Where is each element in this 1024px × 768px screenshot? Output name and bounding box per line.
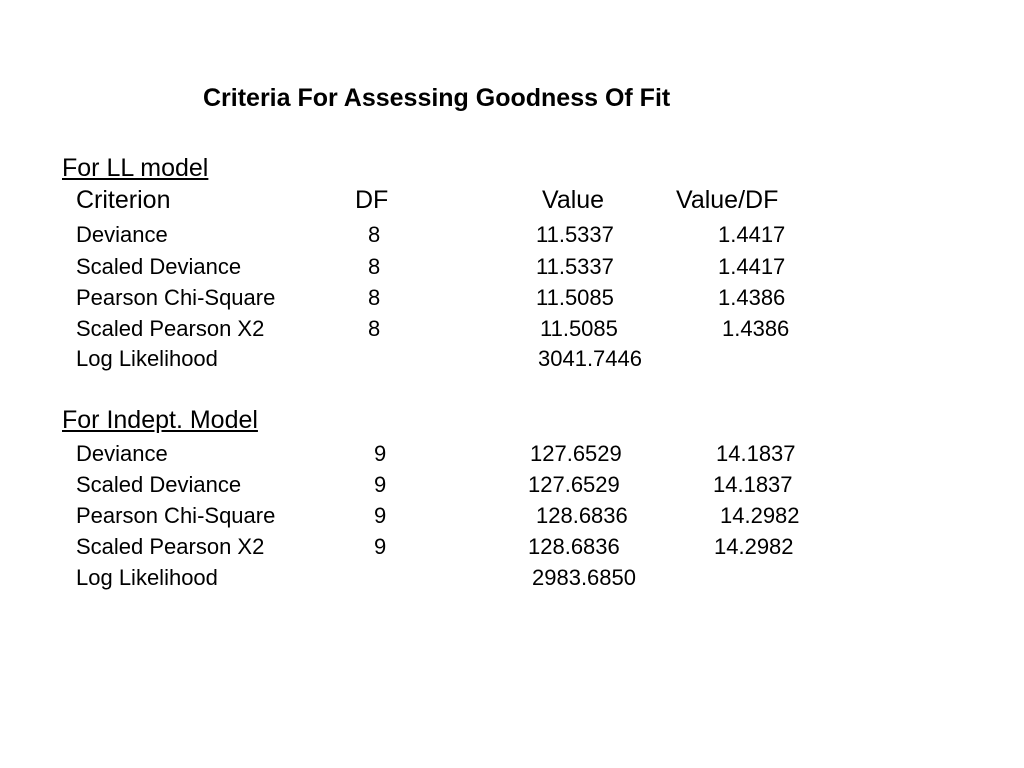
row-value-per-df: 14.2982 — [720, 503, 800, 528]
row-value-per-df: 14.1837 — [716, 441, 796, 466]
column-header-value-per-df: Value/DF — [676, 186, 779, 214]
section-heading-indept-model: For Indept. Model — [62, 406, 258, 434]
row-value: 3041.7446 — [538, 346, 642, 371]
row-df: 9 — [374, 441, 387, 466]
column-header-criterion: Criterion — [76, 186, 171, 214]
row-value: 11.5085 — [536, 285, 614, 310]
row-label: Scaled Deviance — [76, 254, 242, 279]
row-df: 8 — [368, 254, 381, 279]
row-df: 8 — [368, 285, 381, 310]
column-header-value: Value — [542, 186, 605, 214]
slide-title: Criteria For Assessing Goodness Of Fit — [203, 84, 671, 112]
row-value: 2983.6850 — [532, 565, 636, 590]
row-value-per-df: 1.4417 — [718, 222, 786, 247]
section-heading-ll-model: For LL model — [62, 154, 209, 182]
row-df: 8 — [368, 316, 381, 341]
row-df: 9 — [374, 503, 387, 528]
row-value-per-df: 1.4386 — [722, 316, 790, 341]
row-value-per-df: 14.1837 — [713, 472, 793, 497]
row-value: 127.6529 — [528, 472, 620, 497]
row-label: Deviance — [76, 222, 168, 247]
row-label: Log Likelihood — [76, 565, 218, 590]
row-value-per-df: 1.4417 — [718, 254, 786, 279]
row-value: 11.5337 — [536, 254, 614, 279]
row-value: 128.6836 — [528, 534, 620, 559]
row-value: 11.5085 — [540, 316, 618, 341]
row-label: Deviance — [76, 441, 168, 466]
row-df: 9 — [374, 472, 387, 497]
row-df: 8 — [368, 222, 381, 247]
row-df: 9 — [374, 534, 387, 559]
row-value: 11.5337 — [536, 222, 614, 247]
row-label: Pearson Chi-Square — [76, 285, 276, 310]
row-label: Scaled Pearson X2 — [76, 316, 265, 341]
row-value: 128.6836 — [536, 503, 628, 528]
row-label: Pearson Chi-Square — [76, 503, 276, 528]
row-value-per-df: 14.2982 — [714, 534, 794, 559]
row-label: Scaled Deviance — [76, 472, 242, 497]
column-header-df: DF — [355, 186, 389, 214]
row-value-per-df: 1.4386 — [718, 285, 786, 310]
row-label: Scaled Pearson X2 — [76, 534, 265, 559]
row-value: 127.6529 — [530, 441, 622, 466]
row-label: Log Likelihood — [76, 346, 218, 371]
